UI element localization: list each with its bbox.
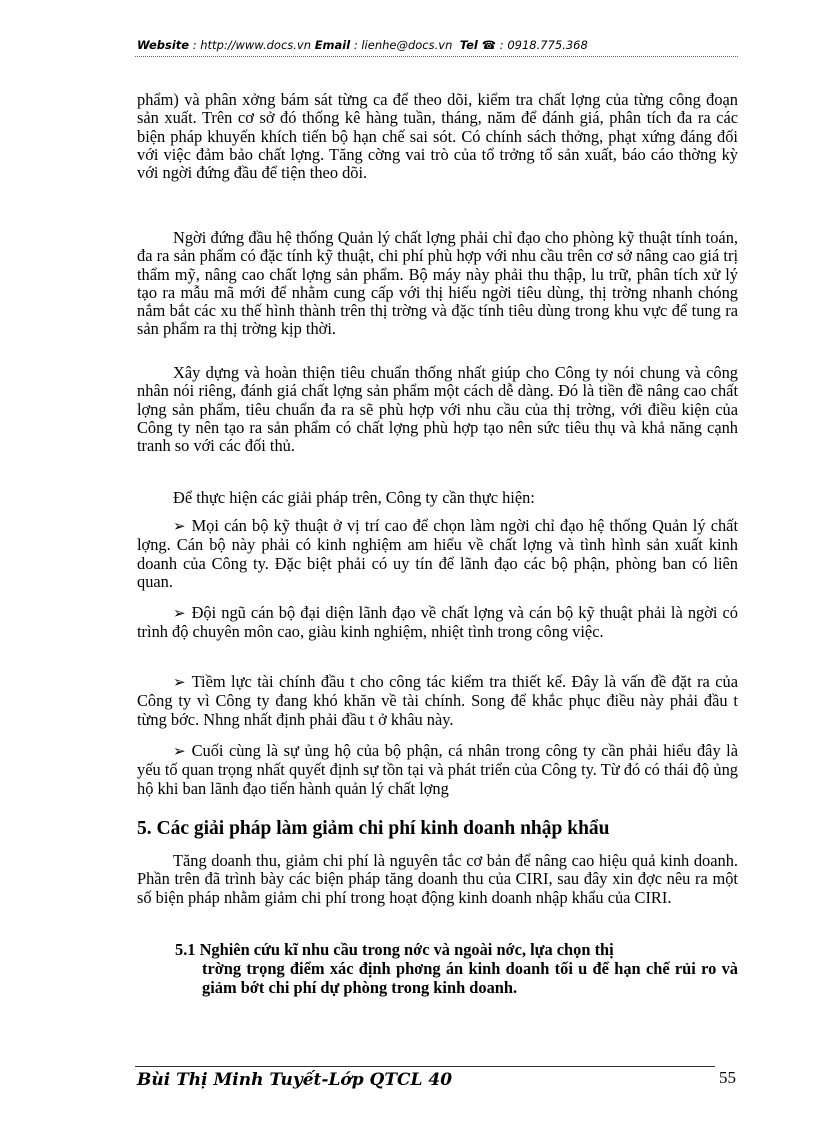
heading-line: 5.1 Nghiên cứu kĩ nhu cầu trong nớc và ngoài nớc, lựa chọn thị [175,940,614,959]
bullet-text: Mọi cán bộ kỹ thuật ở vị trí cao để chọn làm ngời chỉ đạo hệ thống Quản lý chất lợng. Cán bộ này phải có kinh nghiệm am hiểu về chất lợng và tình hình sản xuất kinh doanh của Công ty. Đặc biệt phải có uy tín để lãnh đạo các bộ phận, phòng ban có liên quan. [137,516,738,591]
section-5-1-heading [175,940,738,997]
bullet-item [137,673,738,729]
paragraph: Ngời đứng đầu hệ thống Quản lý chất lợng phải chỉ đạo cho phòng kỹ thuật tính toán, đa ra sản phẩm có đặc tính kỹ thuật, chi phí phù hợp với nhu cầu trên cơ sở nâng cao giá trị thẩm mỹ, nâng cao chất lợng sản phẩm. Bộ máy này phải thu thập, lu trữ, phân tích xử lý tạo ra mẫu mã mới để nhằm cung cấp với thị hiếu ngời tiêu dùng, thị trờng nhanh chóng nắm bắt các xu thế hình thành trên thị trờng và đặc tính tiêu dùng trong khu vực để tung ra sản phẩm ra thị trờng kịp thời. [137,228,738,339]
arrowhead-bullet-icon: ➢ [173,675,186,691]
page-header [137,38,588,52]
bullet-text: Tiềm lực tài chính đầu t cho công tác kiểm tra thiết kế. Đây là vấn đề đặt ra của Công ty vì Công ty đang khó khăn về tài chính. Song để khắc phục điều này phải đầu t từng bớc. Nhng nhất định phải đầu t ở khâu này. [137,672,738,729]
email-link[interactable]: : lienhe@docs.vn [353,38,453,52]
email-label: Email [314,38,351,52]
arrowhead-bullet-icon: ➢ [173,519,186,535]
paragraph: Tăng doanh thu, giảm chi phí là nguyên tắc cơ bản để nâng cao hiệu quả kinh doanh. Phần trên đã trình bày các biện pháp tăng doanh thu của CIRI, sau đây xin đợc nêu ra một số biện pháp nhằm giảm chi phí trong hoạt động kinh doanh nhập khẩu của CIRI. [137,851,738,907]
tel-label: Tel ☎ [459,38,497,52]
arrowhead-bullet-icon: ➢ [173,606,186,622]
footer-author: Bùi Thị Minh Tuyết-Lớp QTCL 40 [137,1070,453,1090]
header-divider [135,56,738,57]
page-number: 55 [719,1068,736,1087]
bullet-item [137,517,738,591]
heading-continuation: trờng trọng điểm xác định phơng án kinh doanh tối u để hạn chế rủi ro và giảm bớt chi phí dự phòng trong kinh doanh. [202,959,738,997]
website-label: Website [137,38,190,52]
bullet-text: Cuối cùng là sự ủng hộ của bộ phận, cá nhân trong công ty cần phải hiểu đây là yếu tố quan trọng nhất quyết định sự tồn tại và phát triển của Công ty. Từ đó có thái độ ủng hộ khi ban lãnh đạo tiến hành quản lý chất lợng [137,741,738,798]
paragraph: Để thực hiện các giải pháp trên, Công ty cần thực hiện: [173,488,535,507]
tel-number: : 0918.775.368 [499,38,588,52]
paragraph: Xây dựng và hoàn thiện tiêu chuẩn thống nhất giúp cho Công ty nói chung và công nhân nói riêng, đánh giá chất lợng sản phẩm một cách dễ dàng. Đó là tiền đề nâng cao chất lợng sản phẩm, tiêu chuẩn đa ra sẽ phù hợp với nhu cầu của thị trờng, với điều kiện của Công ty nên tạo ra sản phẩm có chất lợng phù hợp tạo nên sức tiêu thụ và khả năng cạnh tranh so với các đối thủ. [137,363,738,456]
footer-divider [135,1066,715,1067]
section-5-heading: 5. Các giải pháp làm giảm chi phí kinh doanh nhập khẩu [137,818,610,839]
bullet-text: Đội ngũ cán bộ đại diện lãnh đạo về chất lợng và cán bộ kỹ thuật phải là ngời có trình độ chuyên môn cao, giàu kinh nghiệm, nhiệt tình trong công việc. [137,603,738,642]
bullet-item [137,742,738,798]
arrowhead-bullet-icon: ➢ [173,744,186,760]
bullet-item [137,604,738,642]
website-link[interactable]: : http://www.docs.vn [192,38,312,52]
paragraph: phẩm) và phân xởng bám sát từng ca để theo dõi, kiểm tra chất lợng của từng công đoạn sản xuất. Trên cơ sở đó thống kê hàng tuần, tháng, năm để đánh giá, phân tích đa ra các biện pháp khuyến khích tiến bộ hạn chế sai sót. Có chính sách thởng, phạt xứng đáng đối với việc đảm bảo chất lợng. Tăng cờng vai trò của tổ trởng tổ sản xuất, báo cáo thờng kỳ với ngời đứng đầu để tiện theo dõi. [137,90,738,183]
